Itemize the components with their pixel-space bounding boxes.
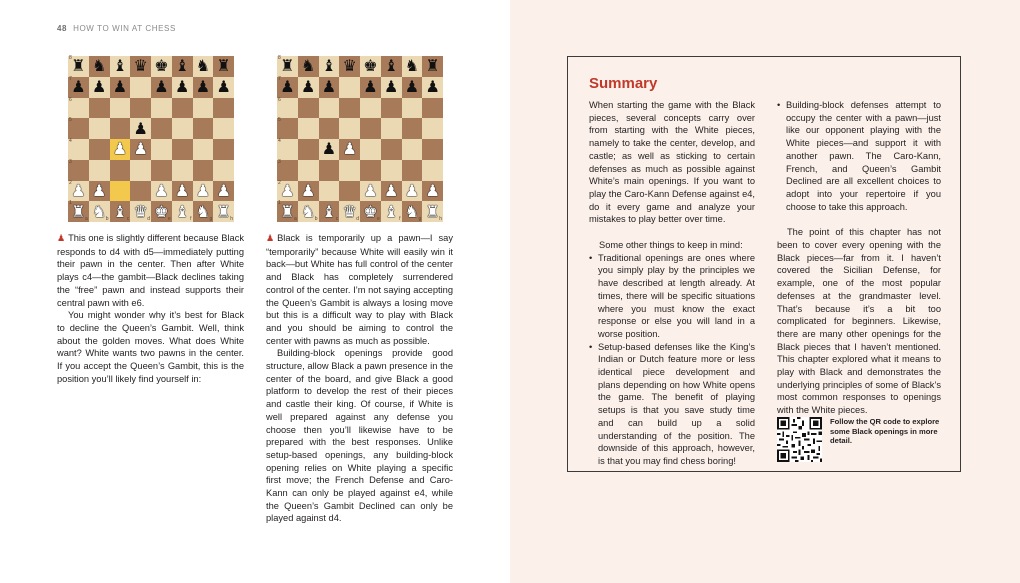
square-c3 <box>110 160 131 181</box>
black-rook-icon: ♜ <box>71 56 86 76</box>
white-rook-icon: ♜ <box>216 201 231 221</box>
square-d8 <box>130 56 151 77</box>
rank-label: 1 <box>69 200 72 207</box>
square-a6 <box>277 98 298 119</box>
file-label: g <box>418 216 422 222</box>
square-h2 <box>213 181 234 202</box>
white-pawn-icon: ♟ <box>363 180 378 200</box>
square-f7 <box>381 77 402 98</box>
black-knight-icon: ♞ <box>300 56 316 76</box>
rank-label: 7 <box>69 75 72 82</box>
square-c4 <box>319 139 340 160</box>
square-e5 <box>151 118 172 139</box>
square-e4 <box>360 139 381 160</box>
square-d5 <box>130 118 151 139</box>
square-f4 <box>381 139 402 160</box>
book-title: HOW TO WIN AT CHESS <box>73 24 176 33</box>
square-b4 <box>89 139 110 160</box>
black-rook-icon: ♜ <box>280 56 295 76</box>
square-f5 <box>172 118 193 139</box>
square-b6 <box>89 98 110 119</box>
square-g5 <box>402 118 423 139</box>
square-b7 <box>89 77 110 98</box>
square-g5 <box>193 118 214 139</box>
rank-label: 6 <box>69 96 72 103</box>
summary-bullet-list <box>777 99 941 213</box>
rank-label: 2 <box>278 179 281 186</box>
rank-label: 2 <box>69 179 72 186</box>
square-e6 <box>360 98 381 119</box>
black-pawn-icon: ♟ <box>154 77 169 97</box>
white-knight-icon: ♞ <box>195 201 211 221</box>
square-e3 <box>360 160 381 181</box>
qr-caption: Follow the QR code to explore some Black openings in more detail. <box>830 417 940 446</box>
white-knight-icon: ♞ <box>91 201 107 221</box>
square-f1 <box>381 201 402 222</box>
square-b5 <box>298 118 319 139</box>
rank-label: 6 <box>278 96 281 103</box>
black-pawn-icon: ♟ <box>363 77 378 97</box>
square-h5 <box>213 118 234 139</box>
white-bishop-icon: ♝ <box>112 201 128 221</box>
rank-label: 3 <box>278 158 281 165</box>
file-label: a <box>293 216 297 222</box>
summary-title: Summary <box>589 75 658 92</box>
running-head <box>57 24 176 33</box>
summary-column-right <box>777 99 941 417</box>
black-pawn-icon: ♟ <box>71 77 86 97</box>
pawn-icon: ♟ <box>57 234 66 244</box>
paragraph: You might wonder why it’s best for Black to decline the Queen’s Gambit. Well, think about the golden moves. What does White want? White wants two pawns in the center. If you accept the Queen’s Gambit, this is the position you’ll likely find yourself in: <box>57 310 244 384</box>
white-queen-icon: ♛ <box>133 201 148 221</box>
square-a6 <box>68 98 89 119</box>
square-d5 <box>339 118 360 139</box>
square-g1 <box>402 201 423 222</box>
square-b4 <box>298 139 319 160</box>
white-knight-icon: ♞ <box>404 201 420 221</box>
file-label: e <box>167 216 171 222</box>
square-a8 <box>277 56 298 77</box>
rank-label: 1 <box>278 200 281 207</box>
bullet-item: • Building-block defenses attempt to occupy the center with a pawn—just like our opponent playing with the White pieces—and support it with another pawn. The Caro-Kann, French, and Queen’s Gambit Declined are all excellent choices to adopt into your repertoire if you choose to take this approach. <box>777 99 941 213</box>
square-d4 <box>339 139 360 160</box>
square-b3 <box>298 160 319 181</box>
square-d1 <box>339 201 360 222</box>
square-f6 <box>172 98 193 119</box>
square-c1 <box>110 201 131 222</box>
rank-label: 4 <box>69 138 72 144</box>
square-d4 <box>130 139 151 160</box>
summary-intro: When starting the game with the Black pieces, several concepts carry over from starting with the White pieces, namely to take the center, develop, and castle; as well as sticking to certain defenses as much as possible against White’s main openings. If you want to play the Caro-Kann Defense against e4, do it every game and analyze your mistakes to play better over time. <box>589 100 755 225</box>
black-bishop-icon: ♝ <box>383 56 399 76</box>
square-d3 <box>130 160 151 181</box>
white-queen-icon: ♛ <box>342 201 357 221</box>
white-bishop-icon: ♝ <box>383 201 399 221</box>
white-pawn-icon: ♟ <box>425 180 440 200</box>
black-pawn-icon: ♟ <box>383 77 399 97</box>
white-knight-icon: ♞ <box>300 201 316 221</box>
square-h6 <box>422 98 443 119</box>
square-g3 <box>402 160 423 181</box>
square-d3 <box>339 160 360 181</box>
square-g1 <box>193 201 214 222</box>
rank-label: 8 <box>69 55 72 61</box>
black-pawn-icon: ♟ <box>300 77 316 97</box>
black-pawn-icon: ♟ <box>216 77 231 97</box>
file-label: e <box>376 216 380 222</box>
square-b3 <box>89 160 110 181</box>
square-c2 <box>110 181 131 202</box>
square-h4 <box>213 139 234 160</box>
square-a5 <box>277 118 298 139</box>
square-f4 <box>172 139 193 160</box>
summary-closing: The point of this chapter has not been to cover every opening with the Black pieces—far from it. I haven’t covered the Sicilian Defense, for example, one of the most popular defenses at the grandmaster level. That’s because it’s a bit too complicated for beginners. Likewise, there are many other openings for the Black pieces that I haven’t mentioned. This chapter explored what it means to play with Black and demonstrates the underlying principles of some of Black’s most common responses to openings with the White pieces. <box>777 227 941 416</box>
square-g4 <box>193 139 214 160</box>
square-h6 <box>213 98 234 119</box>
rank-label: 8 <box>278 55 281 61</box>
square-h1 <box>213 201 234 222</box>
square-h3 <box>422 160 443 181</box>
rank-label: 5 <box>69 117 72 124</box>
paragraph: ♟ This one is slightly different because Black responds to d4 with d5—immediately putting their pawn in the center. Then after White plays c4—the gambit—Black declines taking the “free” pawn and instead supports their central pawn with e6. <box>57 233 244 308</box>
square-g6 <box>193 98 214 119</box>
black-pawn-icon: ♟ <box>133 118 148 138</box>
qr-code[interactable] <box>777 417 822 462</box>
paragraph: ♟ Black is temporarily up a pawn—I say “temporarily” because White will easily win it back—but White has full control of the center and Black has completely surrendered control of the center. I’m not saying accepting the Queen’s Gambit is always a losing move but this is a difficult way to play with Black and you should be aiming to control the center with pawns as much as possible. <box>266 233 453 346</box>
square-f6 <box>381 98 402 119</box>
rank-label: 3 <box>69 158 72 165</box>
square-b7 <box>298 77 319 98</box>
white-pawn-icon: ♟ <box>300 180 316 200</box>
file-label: h <box>439 216 442 222</box>
square-b6 <box>298 98 319 119</box>
text-column-right <box>266 232 453 525</box>
square-a3 <box>68 160 89 181</box>
square-f8 <box>381 56 402 77</box>
black-pawn-icon: ♟ <box>91 77 107 97</box>
square-f3 <box>172 160 193 181</box>
text-column-left <box>57 232 244 385</box>
square-f3 <box>381 160 402 181</box>
square-c5 <box>110 118 131 139</box>
square-g3 <box>193 160 214 181</box>
square-g2 <box>402 181 423 202</box>
square-a1 <box>277 201 298 222</box>
square-e8 <box>360 56 381 77</box>
square-f2 <box>172 181 193 202</box>
square-c5 <box>319 118 340 139</box>
square-g7 <box>193 77 214 98</box>
file-label: b <box>105 216 109 222</box>
square-c2 <box>319 181 340 202</box>
square-e8 <box>151 56 172 77</box>
file-label: d <box>356 216 359 222</box>
white-pawn-icon: ♟ <box>280 180 295 200</box>
square-e1 <box>360 201 381 222</box>
square-h7 <box>422 77 443 98</box>
black-pawn-icon: ♟ <box>321 139 337 159</box>
square-g8 <box>193 56 214 77</box>
square-d2 <box>339 181 360 202</box>
square-e7 <box>151 77 172 98</box>
white-pawn-icon: ♟ <box>195 180 211 200</box>
rank-label: 4 <box>278 138 281 144</box>
square-e3 <box>151 160 172 181</box>
square-a1 <box>68 201 89 222</box>
square-a2 <box>277 181 298 202</box>
square-b8 <box>89 56 110 77</box>
black-pawn-icon: ♟ <box>321 77 337 97</box>
file-label: f <box>190 216 192 222</box>
square-c3 <box>319 160 340 181</box>
white-pawn-icon: ♟ <box>133 139 148 159</box>
square-e4 <box>151 139 172 160</box>
file-label: a <box>84 216 88 222</box>
bullet-item: • Setup-based defenses like the King’s Indian or Dutch feature more or less identical piece development and plans depending on how White opens the game. The benefit of playing setups is that you save study time and can build up a solid understanding of the position. The downside of this approach, however, is that you may find chess boring! <box>589 341 755 468</box>
file-label: d <box>147 216 150 222</box>
square-b5 <box>89 118 110 139</box>
square-f8 <box>172 56 193 77</box>
pawn-icon: ♟ <box>266 234 275 244</box>
black-rook-icon: ♜ <box>216 56 231 76</box>
square-c7 <box>319 77 340 98</box>
square-g8 <box>402 56 423 77</box>
white-pawn-icon: ♟ <box>383 180 399 200</box>
square-h8 <box>422 56 443 77</box>
black-knight-icon: ♞ <box>195 56 211 76</box>
square-c7 <box>110 77 131 98</box>
black-knight-icon: ♞ <box>91 56 107 76</box>
square-g7 <box>402 77 423 98</box>
square-h4 <box>422 139 443 160</box>
white-pawn-icon: ♟ <box>91 180 107 200</box>
square-g4 <box>402 139 423 160</box>
summary-keep-in-mind: Some other things to keep in mind: <box>599 240 743 251</box>
black-pawn-icon: ♟ <box>404 77 420 97</box>
file-label: f <box>399 216 401 222</box>
black-bishop-icon: ♝ <box>174 56 190 76</box>
white-pawn-icon: ♟ <box>174 180 190 200</box>
square-a4 <box>68 139 89 160</box>
summary-box <box>567 56 961 472</box>
square-d6 <box>130 98 151 119</box>
black-pawn-icon: ♟ <box>112 77 128 97</box>
square-f7 <box>172 77 193 98</box>
white-king-icon: ♚ <box>363 201 378 221</box>
square-d7 <box>339 77 360 98</box>
square-e6 <box>151 98 172 119</box>
square-c6 <box>319 98 340 119</box>
white-bishop-icon: ♝ <box>174 201 190 221</box>
white-rook-icon: ♜ <box>425 201 440 221</box>
black-bishop-icon: ♝ <box>112 56 128 76</box>
square-h8 <box>213 56 234 77</box>
white-rook-icon: ♜ <box>71 201 86 221</box>
square-h7 <box>213 77 234 98</box>
white-pawn-icon: ♟ <box>342 139 357 159</box>
square-g2 <box>193 181 214 202</box>
white-bishop-icon: ♝ <box>321 201 337 221</box>
square-e7 <box>360 77 381 98</box>
square-e2 <box>151 181 172 202</box>
square-a7 <box>277 77 298 98</box>
white-pawn-icon: ♟ <box>154 180 169 200</box>
square-d1 <box>130 201 151 222</box>
square-a5 <box>68 118 89 139</box>
white-pawn-icon: ♟ <box>112 139 128 159</box>
white-pawn-icon: ♟ <box>216 180 231 200</box>
square-h3 <box>213 160 234 181</box>
square-a3 <box>277 160 298 181</box>
square-a8 <box>68 56 89 77</box>
square-f2 <box>381 181 402 202</box>
black-pawn-icon: ♟ <box>174 77 190 97</box>
white-rook-icon: ♜ <box>280 201 295 221</box>
square-b2 <box>89 181 110 202</box>
square-c6 <box>110 98 131 119</box>
square-b2 <box>298 181 319 202</box>
square-b8 <box>298 56 319 77</box>
file-label: h <box>230 216 233 222</box>
file-label: c <box>126 216 130 222</box>
file-label: g <box>209 216 213 222</box>
square-f1 <box>172 201 193 222</box>
square-c1 <box>319 201 340 222</box>
white-pawn-icon: ♟ <box>404 180 420 200</box>
file-label: c <box>335 216 339 222</box>
rank-label: 5 <box>278 117 281 124</box>
square-d7 <box>130 77 151 98</box>
square-b1 <box>298 201 319 222</box>
square-h2 <box>422 181 443 202</box>
bullet-item: • Traditional openings are ones where you simply play by the principles we have described at length already. At times, there will be specific situations where you must know the exact response or else you will land in a worse position. <box>589 252 755 341</box>
page-number: 48 <box>57 24 68 33</box>
black-bishop-icon: ♝ <box>321 56 337 76</box>
square-h1 <box>422 201 443 222</box>
square-e2 <box>360 181 381 202</box>
square-a4 <box>277 139 298 160</box>
square-e1 <box>151 201 172 222</box>
paragraph: Building-block openings provide good structure, allow Black a pawn presence in the center of the board, and give Black a good platform to develop the rest of their pieces and castle their king. Of course, if White is well prepared against any defense you choose then you’ll likewise have to be prepared with the best responses. Unlike setup-based openings, any building-block opening relies on White playing a specific first move; the French Defense and Caro-Kann can only be played against e4, while the Queen’s Gambit Declined can only be played against d4. <box>266 348 453 524</box>
summary-column-left <box>589 99 755 468</box>
square-a2 <box>68 181 89 202</box>
square-d2 <box>130 181 151 202</box>
black-rook-icon: ♜ <box>425 56 440 76</box>
square-c4 <box>110 139 131 160</box>
square-a7 <box>68 77 89 98</box>
file-label: b <box>314 216 318 222</box>
white-pawn-icon: ♟ <box>71 180 86 200</box>
square-d6 <box>339 98 360 119</box>
rank-label: 7 <box>278 75 281 82</box>
square-c8 <box>319 56 340 77</box>
square-g6 <box>402 98 423 119</box>
chess-diagram-queens-gambit-declined <box>68 56 234 222</box>
square-e5 <box>360 118 381 139</box>
black-king-icon: ♚ <box>363 56 378 76</box>
summary-bullet-list <box>589 252 755 468</box>
black-king-icon: ♚ <box>154 56 169 76</box>
square-b1 <box>89 201 110 222</box>
white-king-icon: ♚ <box>154 201 169 221</box>
black-queen-icon: ♛ <box>342 56 357 76</box>
black-pawn-icon: ♟ <box>195 77 211 97</box>
square-f5 <box>381 118 402 139</box>
square-h5 <box>422 118 443 139</box>
black-pawn-icon: ♟ <box>280 77 295 97</box>
black-pawn-icon: ♟ <box>425 77 440 97</box>
black-queen-icon: ♛ <box>133 56 148 76</box>
chess-diagram-queens-gambit-accepted <box>277 56 443 222</box>
square-d8 <box>339 56 360 77</box>
black-knight-icon: ♞ <box>404 56 420 76</box>
square-c8 <box>110 56 131 77</box>
